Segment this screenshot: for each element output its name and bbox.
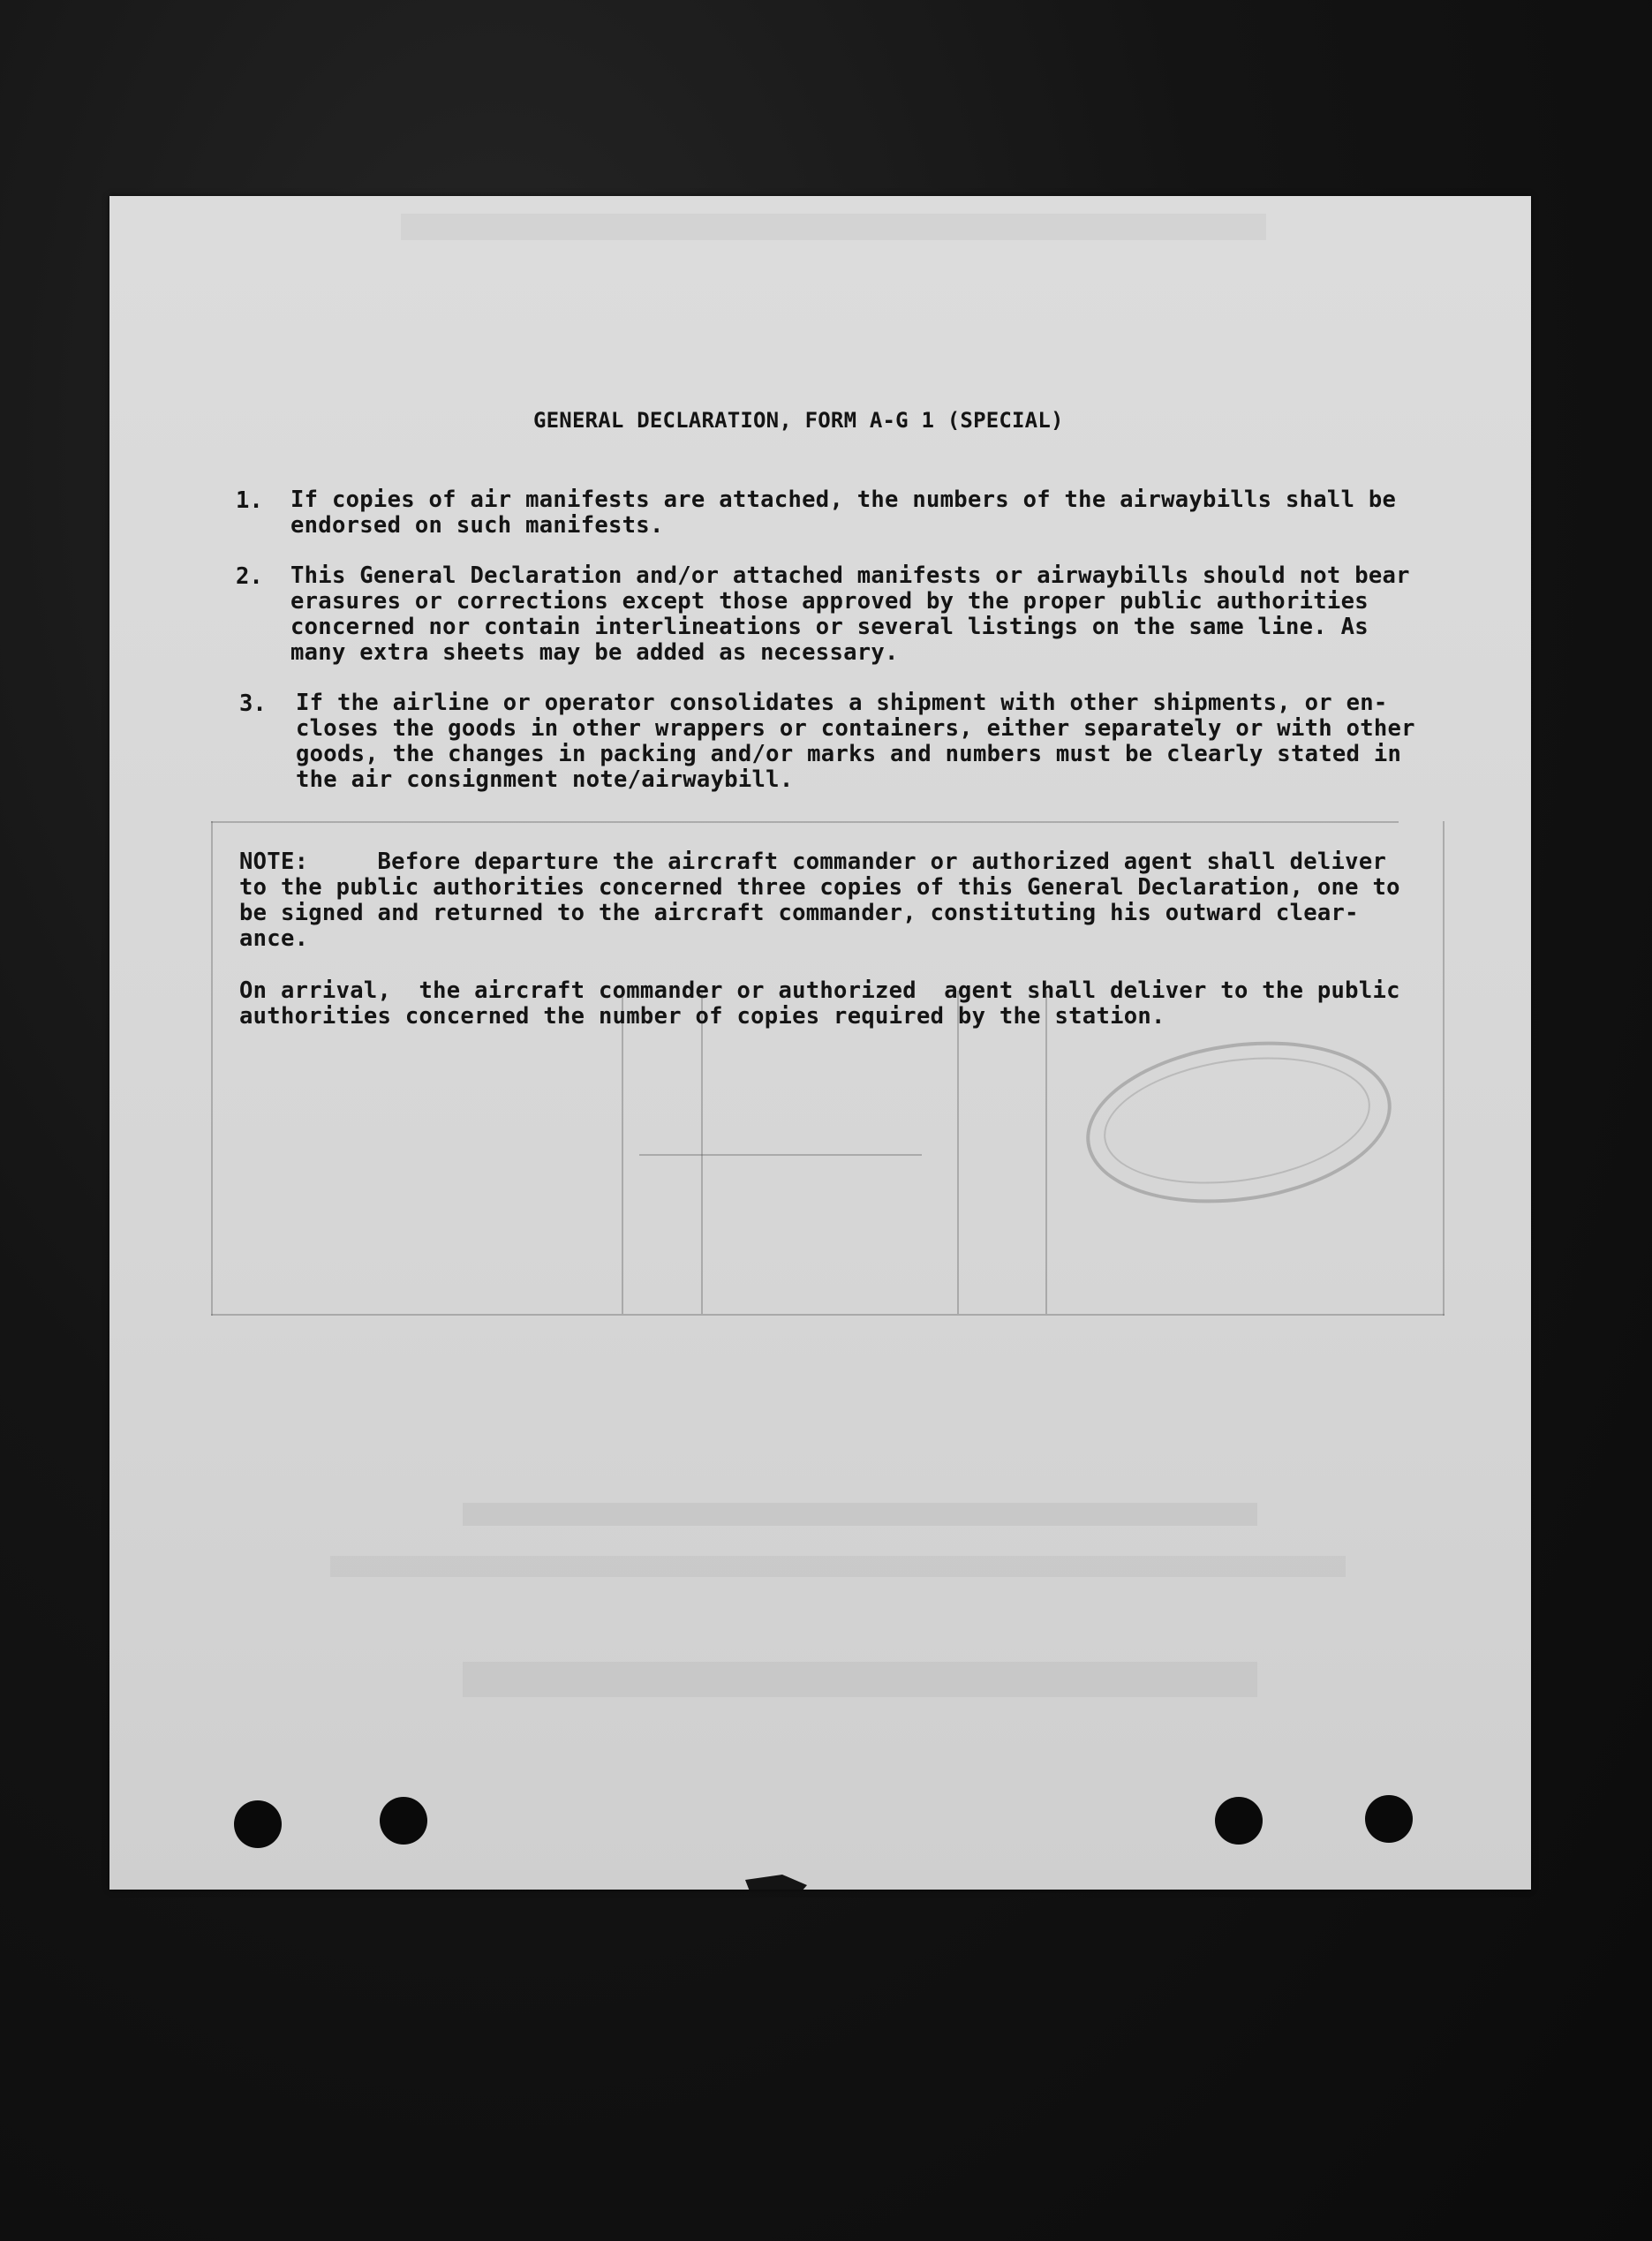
- item-2-line-2: erasures or corrections except those approved by the proper public authorities: [290, 588, 1369, 615]
- note-line-4: ance.: [239, 925, 309, 952]
- binder-hole-3: [1215, 1797, 1263, 1845]
- page-title: GENERAL DECLARATION, FORM A-G 1 (SPECIAL): [533, 408, 1064, 433]
- document-sheet: [109, 196, 1531, 1890]
- item-2-number: 2.: [236, 563, 263, 590]
- arrival-line-2: authorities concerned the number of copies required by the station.: [239, 1003, 1165, 1030]
- arrival-paragraph: [239, 978, 1400, 1030]
- item-2-text: [290, 563, 1410, 666]
- binder-hole-2: [380, 1797, 427, 1845]
- item-3-text: [296, 690, 1415, 793]
- show-through-col-1: [622, 991, 623, 1314]
- show-through-col-2: [701, 991, 703, 1314]
- note-line-1: NOTE: Before departure the aircraft commander or authorized agent shall deliver: [239, 849, 1387, 875]
- item-3-number: 3.: [239, 690, 267, 717]
- show-through-band-top: [401, 214, 1266, 240]
- arrival-line-1: On arrival, the aircraft commander or authorized agent shall deliver to the public: [239, 977, 1400, 1004]
- show-through-box-top: [211, 821, 1399, 823]
- item-1-text: [290, 487, 1396, 539]
- item-2-line-4: many extra sheets may be added as necessary.: [290, 639, 899, 666]
- item-2-line-1: This General Declaration and/or attached manifests or airwaybills should not bear: [290, 562, 1410, 589]
- note-line-2: to the public authorities concerned three copies of this General Declaration, one to: [239, 874, 1400, 901]
- item-3-line-2: closes the goods in other wrappers or containers, either separately or with other: [296, 715, 1415, 742]
- show-through-col-3: [957, 991, 959, 1314]
- show-through-box-right: [1443, 821, 1445, 1316]
- item-3-line-1: If the airline or operator consolidates a shipment with other shipments, or en-: [296, 690, 1388, 716]
- show-through-hline: [639, 1154, 922, 1156]
- note-line-3: be signed and returned to the aircraft commander, constituting his outward clear-: [239, 900, 1359, 926]
- item-1-line-1: If copies of air manifests are attached, the numbers of the airwaybills shall be: [290, 487, 1397, 513]
- show-through-band-lower-3: [463, 1662, 1257, 1697]
- item-2-line-3: concerned nor contain interlineations or several listings on the same line. As: [290, 614, 1369, 640]
- binder-hole-4: [1365, 1795, 1413, 1843]
- item-3-line-3: goods, the changes in packing and/or marks and numbers must be clearly stated in: [296, 741, 1402, 767]
- item-1-line-2: endorsed on such manifests.: [290, 512, 664, 539]
- show-through-band-lower-2: [330, 1556, 1346, 1577]
- item-3-line-4: the air consignment note/airwaybill.: [296, 766, 794, 793]
- show-through-band-lower: [463, 1503, 1257, 1526]
- item-1-number: 1.: [236, 487, 263, 514]
- paper-tear-mark: [745, 1869, 807, 1890]
- show-through-box-left: [211, 821, 213, 1316]
- binder-hole-1: [234, 1800, 282, 1848]
- show-through-col-4: [1045, 991, 1047, 1314]
- note-paragraph: [239, 849, 1400, 952]
- show-through-box-bottom: [211, 1314, 1445, 1316]
